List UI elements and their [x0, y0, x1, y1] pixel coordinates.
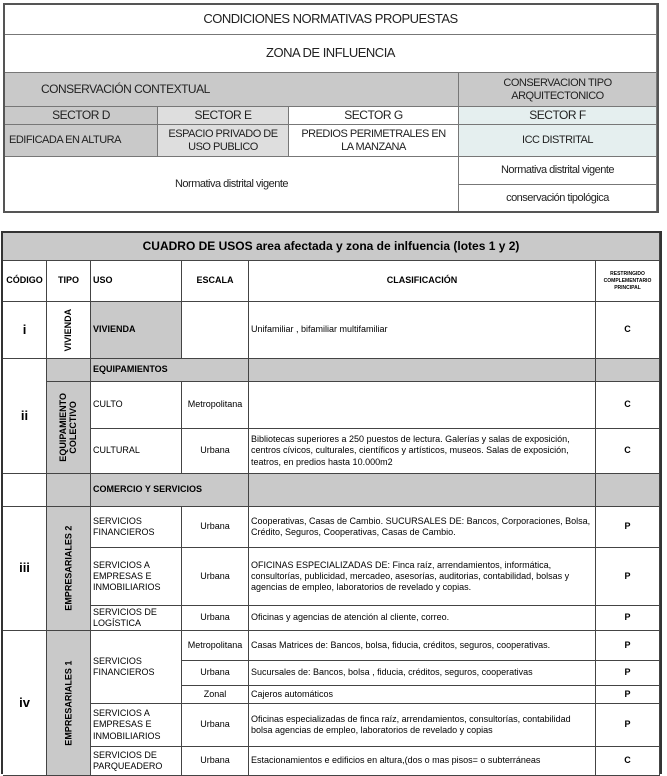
clas-parqueadero: Estacionamientos e edificios en altura,(dos o mas pisos= o subterráneas	[249, 747, 596, 776]
escala-logistica: Urbana	[182, 606, 249, 631]
type-blank-equip	[47, 359, 91, 382]
section-equip-restr	[596, 359, 660, 382]
clas-cultural: Bibliotecas superiores a 250 puestos de lectura. Galerías y salas de exposición, centros cívicos, culturales, científicos y artísticos, museos. Salas de exposición, teatros, en predios hasta 10.000m2	[249, 429, 596, 474]
escala-financieros-2: Urbana	[182, 507, 249, 548]
uso-empresas-2: SERVICIOS A EMPRESAS E INMOBILIARIOS	[91, 548, 182, 606]
section-comercio-restr	[596, 474, 660, 507]
normative-conditions-table	[3, 3, 659, 213]
sector-g-desc: PREDIOS PERIMETRALES EN LA MANZANA	[289, 125, 459, 157]
header-escala: ESCALA	[182, 261, 249, 302]
type-vivienda-label: VIVIENDA	[63, 308, 74, 352]
header-principal: PRINCIPAL	[614, 284, 641, 291]
escala-empresas-1: Urbana	[182, 704, 249, 747]
uso-culto: CULTO	[91, 382, 182, 429]
sector-d: SECTOR D	[5, 107, 158, 125]
sector-e-desc: ESPACIO PRIVADO DE USO PUBLICO	[158, 125, 289, 157]
type-blank-comercio	[47, 474, 91, 507]
section-comercio: COMERCIO Y SERVICIOS	[91, 474, 249, 507]
conservation-contextual: CONSERVACIÓN CONTEXTUAL	[5, 73, 459, 107]
header-restringido: RESTRINGIDO	[610, 270, 645, 277]
restr-cultural: C	[596, 429, 660, 474]
code-i: i	[3, 302, 47, 359]
sector-f: SECTOR F	[459, 107, 657, 125]
clas-culto	[249, 382, 596, 429]
sector-g: SECTOR G	[289, 107, 459, 125]
type-empresariales-1	[47, 631, 91, 776]
type-equipamiento	[47, 382, 91, 474]
conservation-tipo: CONSERVACION TIPO ARQUITECTONICO	[459, 73, 657, 107]
clas-empresas-2: OFICINAS ESPECIALIZADAS DE: Finca raíz, arrendamientos, informática, consultorías, publicidad, mercadeo, asesorías, auditorias, contabilidad, bolsas y agencias de empleo, laboratorios de revelado y copias.	[249, 548, 596, 606]
type-vivienda	[47, 302, 91, 359]
uses-title: CUADRO DE USOS area afectada y zona de inlfuencia (lotes 1 y 2)	[3, 233, 660, 261]
escala-vivienda	[182, 302, 249, 359]
restr-empresas-2: P	[596, 548, 660, 606]
uso-cultural: CULTURAL	[91, 429, 182, 474]
escala-parqueadero: Urbana	[182, 747, 249, 776]
clas-financieros-1c: Cajeros automáticos	[249, 686, 596, 704]
uso-vivienda: VIVIENDA	[91, 302, 182, 359]
section-equip-clas	[249, 359, 596, 382]
clas-logistica: Oficinas y agencias de atención al cliente, correo.	[249, 606, 596, 631]
code-blank-comercio	[3, 474, 47, 507]
header-complementario: COMPLEMENTARIO	[603, 277, 652, 284]
header-codigo: CÓDIGO	[3, 261, 47, 302]
restr-financieros-1a: P	[596, 631, 660, 661]
uses-table	[1, 231, 662, 774]
restr-financieros-2: P	[596, 507, 660, 548]
restr-parqueadero: C	[596, 747, 660, 776]
uso-parqueadero: SERVICIOS DE PARQUEADERO	[91, 747, 182, 776]
uso-financieros-1: SERVICIOS FINANCIEROS	[91, 631, 182, 704]
normative-title: CONDICIONES NORMATIVAS PROPUESTAS	[5, 5, 657, 35]
restr-culto: C	[596, 382, 660, 429]
type-empresariales-2	[47, 507, 91, 631]
section-comercio-clas	[249, 474, 596, 507]
normativa-left: Normativa distrital vigente	[5, 157, 459, 211]
header-restriction	[596, 261, 660, 302]
type-empresariales-1-label: EMPRESARIALES 1	[63, 660, 74, 746]
uso-logistica: SERVICIOS DE LOGÍSTICA	[91, 606, 182, 631]
restr-vivienda: C	[596, 302, 660, 359]
conservacion-tipologica: conservación tipológica	[459, 185, 657, 211]
clas-financieros-2: Cooperativas, Casas de Cambio. SUCURSALES DE: Bancos, Corporaciones, Bolsa, Crédito, Seguros, Cooperativas, Casas de Cambio.	[249, 507, 596, 548]
code-ii: ii	[3, 359, 47, 474]
header-tipo: TIPO	[47, 261, 91, 302]
normativa-right: Normativa distrital vigente	[459, 157, 657, 185]
code-iii: iii	[3, 507, 47, 631]
sector-f-desc: ICC DISTRITAL	[459, 125, 657, 157]
escala-culto: Metropolitana	[182, 382, 249, 429]
escala-empresas-2: Urbana	[182, 548, 249, 606]
escala-financieros-1b: Urbana	[182, 661, 249, 686]
type-equipamiento-label: EQUIPAMIENTO COLECTIVO	[58, 393, 79, 462]
restr-logistica: P	[596, 606, 660, 631]
code-iv: iv	[3, 631, 47, 776]
clas-financieros-1b: Sucursales de: Bancos, bolsa , fiducia, créditos, seguros, cooperativas	[249, 661, 596, 686]
header-clasificacion: CLASIFICACIÓN	[249, 261, 596, 302]
restr-empresas-1: P	[596, 704, 660, 747]
escala-financieros-1c: Zonal	[182, 686, 249, 704]
restr-financieros-1b: P	[596, 661, 660, 686]
section-equipamientos: EQUIPAMIENTOS	[91, 359, 249, 382]
zone-title: ZONA DE INFLUENCIA	[5, 35, 657, 73]
uso-financieros-2: SERVICIOS FINANCIEROS	[91, 507, 182, 548]
header-uso: USO	[91, 261, 182, 302]
type-empresariales-2-label: EMPRESARIALES 2	[63, 525, 74, 612]
uso-empresas-1: SERVICIOS A EMPRESAS E INMOBILIARIOS	[91, 704, 182, 747]
restr-financieros-1c: P	[596, 686, 660, 704]
escala-cultural: Urbana	[182, 429, 249, 474]
escala-financieros-1a: Metropolitana	[182, 631, 249, 661]
clas-empresas-1: Oficinas especializadas de finca raíz, arrendamientos, consultorías, contabilidad bolsa agencias de empleo, laboratorios de revelado y copias	[249, 704, 596, 747]
sector-d-desc: EDIFICADA EN ALTURA	[5, 125, 158, 157]
clas-financieros-1a: Casas Matrices de: Bancos, bolsa, fiducia, créditos, seguros, cooperativas.	[249, 631, 596, 661]
sector-e: SECTOR E	[158, 107, 289, 125]
clas-vivienda: Unifamiliar , bifamiliar multifamiliar	[249, 302, 596, 359]
